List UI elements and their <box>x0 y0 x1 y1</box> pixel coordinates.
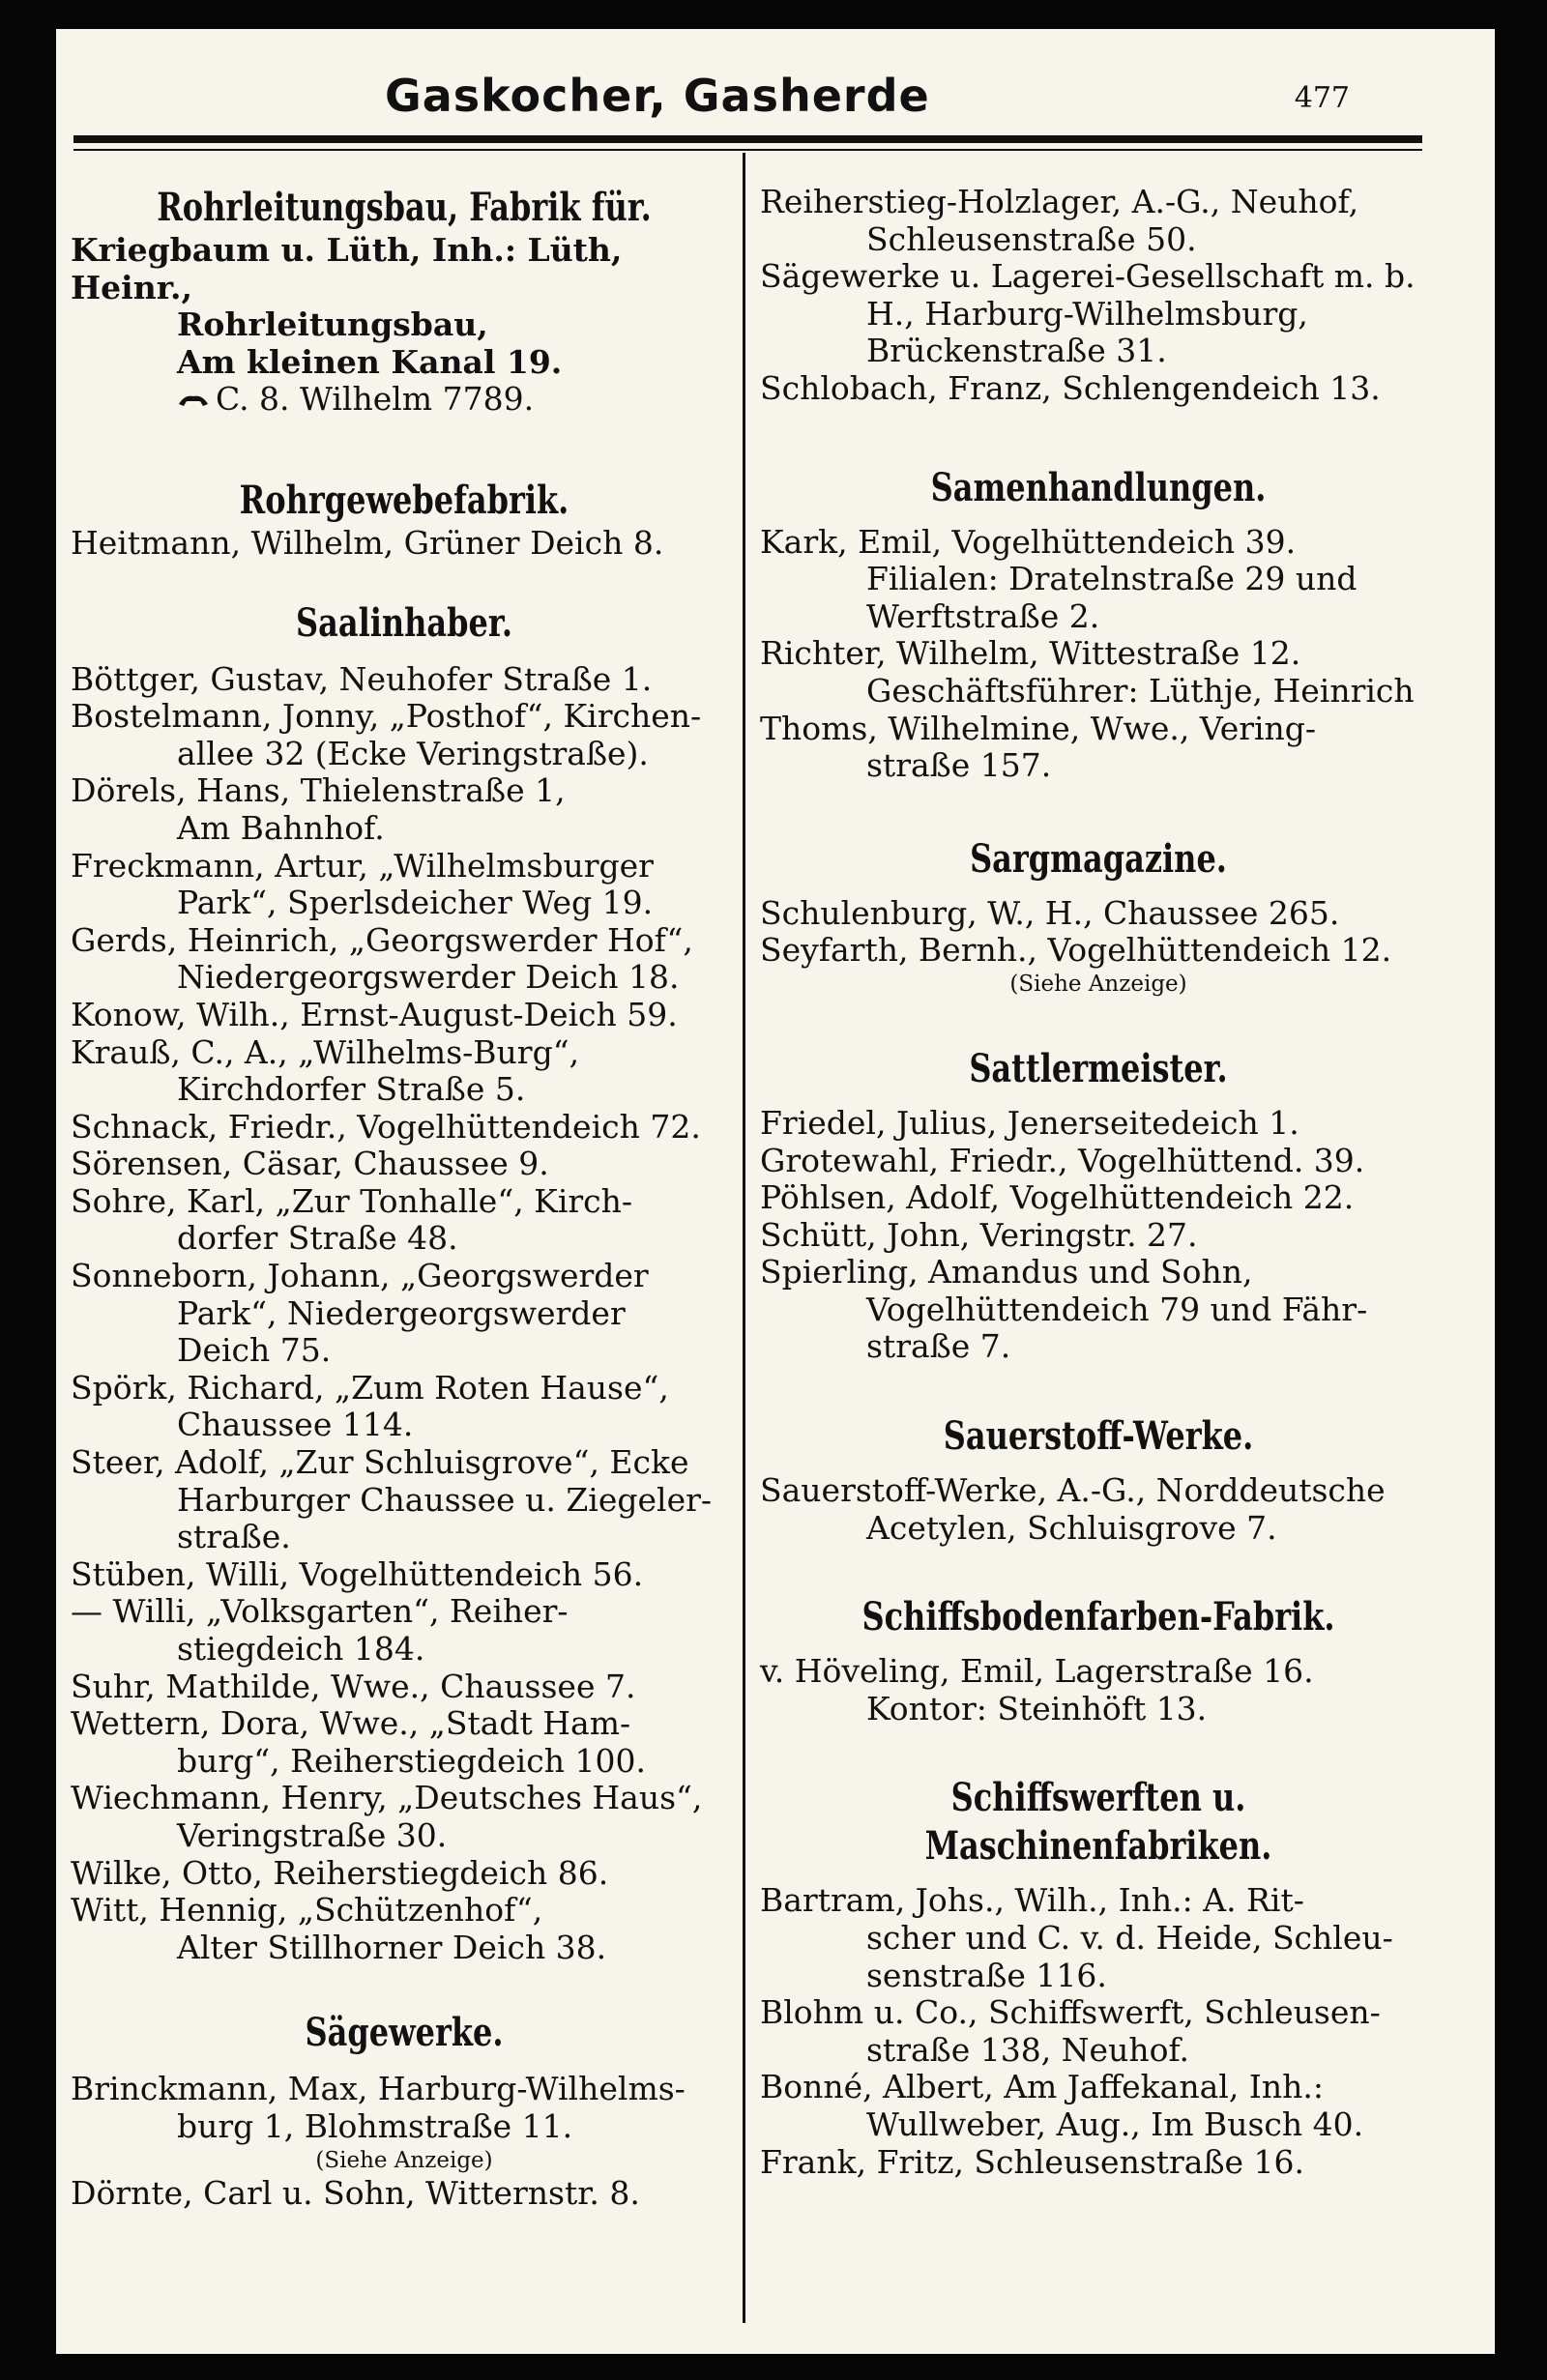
section <box>71 2009 738 2212</box>
entry-line: Suhr, Mathilde, Wwe., Chaussee 7. <box>71 1667 636 1705</box>
section-heading: Rohrleitungsbau, Fabrik für. <box>157 185 652 230</box>
entry-line: Wiechmann, Henry, „Deutsches Haus“, <box>71 1779 703 1817</box>
entry-line: v. Höveling, Emil, Lagerstraße 16. <box>760 1652 1314 1691</box>
entry-line: Rohrleitungsbau, <box>177 305 488 344</box>
entry-line: Konow, Wilh., Ernst-August-Deich 59. <box>71 995 678 1033</box>
entry-line: Spierling, Amandus und Sohn, <box>760 1253 1253 1292</box>
entry-line: Richter, Wilhelm, Wittestraße 12. <box>760 634 1301 673</box>
section-heading: Saalinhaber. <box>296 599 512 646</box>
entry-line: straße 138, Neuhof. <box>866 2030 1189 2069</box>
entry-line: Schulenburg, W., H., Chaussee 265. <box>760 893 1340 932</box>
entry-line: Krauß, C., A., „Wilhelms-Burg“, <box>71 1032 580 1071</box>
entry-line: Pöhlsen, Adolf, Vogelhüttendeich 22. <box>760 1178 1355 1217</box>
entry-line: Kark, Emil, Vogelhüttendeich 39. <box>760 522 1297 561</box>
right-column <box>760 184 1437 2181</box>
entry-line: Kriegbaum u. Lüth, Inh.: Lüth, Heinr., <box>71 231 623 306</box>
section-heading: Sägewerke. <box>305 2010 504 2056</box>
section <box>71 599 738 1967</box>
entry-line: scher und C. v. d. Heide, Schleu- <box>866 1919 1393 1958</box>
entry-line: Bostelmann, Jonny, „Posthof“, Kirchen- <box>71 697 702 736</box>
entry-line: Böttger, Gustav, Neuhofer Straße 1. <box>71 659 653 698</box>
section <box>760 1045 1437 1366</box>
entry-line: Schütt, John, Veringstr. 27. <box>760 1215 1198 1254</box>
section <box>760 1774 1437 2181</box>
entry-line: burg“, Reiherstiegdeich 100. <box>177 1741 646 1780</box>
entry-line-text: C. 8. Wilhelm 7789. <box>216 380 535 419</box>
entry-line: Blohm u. Co., Schiffswerft, Schleusen- <box>760 1993 1381 2032</box>
entry-line: Dörnte, Carl u. Sohn, Witternstr. 8. <box>71 2173 640 2212</box>
advert-note: (Siehe Anzeige) <box>315 2147 493 2173</box>
section <box>760 1593 1437 1727</box>
entry-line: Sonneborn, Johann, „Georgswerder <box>71 1257 649 1295</box>
entry-line: Kontor: Steinhöft 13. <box>866 1689 1208 1727</box>
entry-line: Brinckmann, Max, Harburg-Wilhelms- <box>71 2070 686 2108</box>
page-title: Gaskocher, Gasherde <box>385 70 930 122</box>
entry-line: Thoms, Wilhelmine, Wwe., Vering- <box>760 709 1317 747</box>
entry-line: Gerds, Heinrich, „Georgswerder Hof“, <box>71 920 693 959</box>
section-heading: Schiffsbodenfarben-Fabrik. <box>861 1594 1335 1640</box>
entry-line: — Willi, „Volksgarten“, Reiher- <box>71 1592 569 1631</box>
entry-line: Schlobach, Franz, Schlengendeich 13. <box>760 368 1381 407</box>
section-heading: Samenhandlungen. <box>930 464 1267 510</box>
entry-line: Acetylen, Schluisgrove 7. <box>866 1508 1277 1547</box>
entry-line: Steer, Adolf, „Zur Schluisgrove“, Ecke <box>71 1443 689 1482</box>
section <box>71 477 738 563</box>
entry-line: straße. <box>177 1518 291 1556</box>
entry-line: Deich 75. <box>177 1331 332 1370</box>
section-heading: Rohrgewebefabrik. <box>239 477 569 523</box>
entry-line: Sohre, Karl, „Zur Tonhalle“, Kirch- <box>71 1181 633 1220</box>
entry-line: allee 32 (Ecke Veringstraße). <box>177 734 649 772</box>
entry-line: Dörels, Hans, Thielenstraße 1, <box>71 771 566 810</box>
section <box>760 1412 1437 1547</box>
entry-line: Sauerstoff-Werke, A.-G., Norddeutsche <box>760 1471 1386 1510</box>
left-column <box>71 184 738 2212</box>
entry-line: Park“, Sperlsdeicher Weg 19. <box>177 884 654 922</box>
header-rule-thick <box>73 135 1422 143</box>
column-divider <box>743 153 745 2323</box>
advert-note: (Siehe Anzeige) <box>1009 971 1187 997</box>
entry-line <box>71 381 738 419</box>
entry-line: Seyfarth, Bernh., Vogelhüttendeich 12. <box>760 931 1392 970</box>
entry-line: Freckmann, Artur, „Wilhelmsburger <box>71 846 654 885</box>
entry-line: Vogelhüttendeich 79 und Fähr- <box>866 1290 1368 1328</box>
entry-line: Stüben, Willi, Vogelhüttendeich 56. <box>71 1554 644 1593</box>
entry-line: Sörensen, Cäsar, Chaussee 9. <box>71 1145 549 1183</box>
entry-line: straße 7. <box>866 1327 1011 1366</box>
entry-line: Brückenstraße 31. <box>866 332 1167 370</box>
telephone-icon <box>177 392 210 410</box>
entry-line: Chaussee 114. <box>177 1406 414 1444</box>
entry-line: Bonné, Albert, Am Jaffekanal, Inh.: <box>760 2068 1324 2106</box>
entry-line: Am kleinen Kanal 19. <box>177 342 563 381</box>
entry-line: Werftstraße 2. <box>866 596 1100 635</box>
entry-line: stiegdeich 184. <box>177 1630 425 1668</box>
entry-line: senstraße 116. <box>866 1956 1107 1994</box>
entry-line: Am Bahnhof. <box>177 808 385 847</box>
entry-line: Wullweber, Aug., Im Busch 40. <box>866 2105 1364 2143</box>
entry-line: Heitmann, Wilhelm, Grüner Deich 8. <box>71 523 664 562</box>
entry-line: Wettern, Dora, Wwe., „Stadt Ham- <box>71 1704 631 1743</box>
entry-line: straße 157. <box>866 746 1052 785</box>
running-head <box>56 70 1495 137</box>
entry-line: Frank, Fritz, Schleusenstraße 16. <box>760 2142 1305 2181</box>
entry-line: Geschäftsführer: Lüthje, Heinrich <box>866 671 1415 710</box>
entry-line: Wilke, Otto, Reiherstiegdeich 86. <box>71 1853 609 1892</box>
entry-line: Sägewerke u. Lagerei-Gesellschaft m. b. <box>760 257 1416 296</box>
entry-line: Reiherstieg-Holzlager, A.-G., Neuhof, <box>760 183 1359 220</box>
entry-line: Harburger Chaussee u. Ziegeler- <box>177 1480 713 1519</box>
entry-line: Veringstraße 30. <box>177 1815 448 1854</box>
entry-line: H., Harburg-Wilhelmsburg, <box>866 294 1308 333</box>
entry-line: Schnack, Friedr., Vogelhüttendeich 72. <box>71 1107 701 1146</box>
entry-line: Kirchdorfer Straße 5. <box>177 1070 526 1109</box>
directory-page <box>56 29 1495 2354</box>
entry-line: Alter Stillhorner Deich 38. <box>177 1928 607 1966</box>
entry-line: Witt, Hennig, „Schützenhof“, <box>71 1891 543 1930</box>
entry-line: Friedel, Julius, Jenerseitedeich 1. <box>760 1103 1299 1142</box>
page-number: 477 <box>1294 81 1350 115</box>
section <box>760 464 1437 785</box>
entry-line: dorfer Straße 48. <box>177 1219 458 1258</box>
section <box>760 835 1437 999</box>
entry-line: burg 1, Blohmstraße 11. <box>177 2106 573 2145</box>
entry-line: Spörk, Richard, „Zum Roten Hause“, <box>71 1368 669 1407</box>
entry-line: Schleusenstraße 50. <box>866 219 1197 258</box>
entry-line: Park“, Niedergeorgswerder <box>177 1293 626 1332</box>
section-heading: Sauerstoff-Werke. <box>943 1413 1254 1460</box>
section <box>71 184 738 419</box>
entry-line: Niedergeorgswerder Deich 18. <box>177 958 680 997</box>
section <box>760 184 1437 408</box>
entry-line: Bartram, Johs., Wilh., Inh.: A. Rit- <box>760 1881 1304 1920</box>
section-heading: Sargmagazine. <box>970 835 1227 882</box>
section-heading: Schiffswerften u. Maschinenfabriken. <box>924 1775 1272 1870</box>
section-heading: Sattlermeister. <box>969 1045 1228 1091</box>
entry-line: Filialen: Dratelnstraße 29 und <box>866 560 1357 598</box>
entry-line: Grotewahl, Friedr., Vogelhüttend. 39. <box>760 1141 1365 1179</box>
header-rule-thin <box>73 149 1422 151</box>
